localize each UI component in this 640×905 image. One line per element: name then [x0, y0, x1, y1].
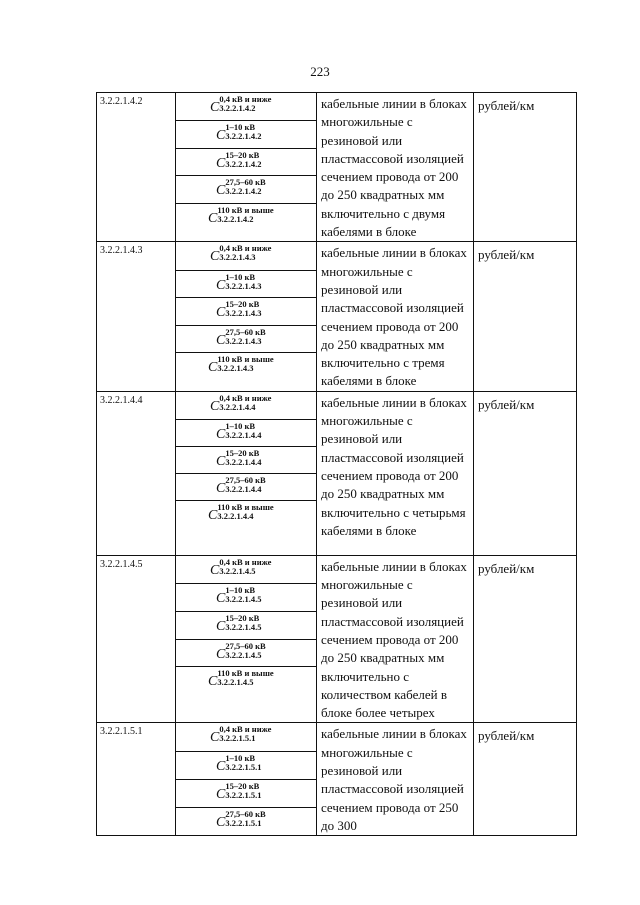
rate-symbol — [176, 242, 316, 264]
item-description: кабельные линии в блоках многожильные с резиновой или пластмассовой изоляцией сечением провода от 200 до 250 квадратных мм включительно с четырьмя кабелями в блоке — [317, 391, 474, 555]
rate-symbol-cell — [176, 723, 317, 752]
rate-symbol — [176, 93, 316, 115]
rate-indices — [219, 95, 271, 112]
rate-symbol-cell — [176, 93, 317, 121]
voltage-class: 1–10 кВ — [225, 585, 256, 596]
rate-symbol-cell — [176, 353, 317, 392]
voltage-class: 1–10 кВ — [225, 420, 256, 431]
rate-symbol — [176, 326, 316, 348]
rate-index: 3.2.2.1.4.2 — [225, 131, 262, 142]
item-code: 3.2.2.1.4.5 — [97, 555, 176, 723]
item-code: 3.2.2.1.4.3 — [97, 242, 176, 391]
item-unit: рублей/км — [474, 555, 577, 723]
item-description: кабельные линии в блоках многожильные с резиновой или пластмассовой изоляцией сечением провода от 200 до 250 квадратных мм включительно с тремя кабелями в блоке — [317, 242, 474, 391]
rate-symbol-cell — [176, 780, 317, 808]
rate-index: 3.2.2.1.4.2 — [225, 186, 262, 197]
rate-index: 3.2.2.1.4.4 — [217, 510, 254, 521]
rate-letter: C — [210, 562, 220, 578]
rate-index: 3.2.2.1.4.4 — [225, 483, 262, 494]
rate-symbol — [176, 420, 316, 442]
rate-index: 3.2.2.1.4.2 — [225, 158, 262, 169]
rate-symbol — [176, 780, 316, 802]
rate-indices — [219, 394, 271, 411]
rate-symbol — [176, 121, 316, 143]
rate-index: 3.2.2.1.4.3 — [225, 308, 262, 319]
rate-symbol-cell — [176, 391, 317, 419]
voltage-class: 27,5–60 кВ — [225, 474, 266, 485]
rate-letter: C — [210, 730, 220, 746]
rate-letter: C — [216, 332, 226, 348]
rate-symbol — [176, 447, 316, 469]
rate-index: 3.2.2.1.4.2 — [219, 103, 256, 113]
voltage-class: 110 кВ и выше — [217, 668, 274, 679]
rate-index: 3.2.2.1.4.3 — [225, 335, 262, 346]
rate-index: 3.2.2.1.4.4 — [225, 456, 262, 467]
rate-symbol — [176, 392, 316, 414]
rate-symbol-cell — [176, 473, 317, 500]
rate-symbol-cell — [176, 584, 317, 612]
rate-index: 3.2.2.1.5.1 — [219, 733, 256, 744]
rate-indices — [225, 810, 265, 827]
rate-index: 3.2.2.1.5.1 — [225, 818, 262, 829]
rate-symbol-cell — [176, 325, 317, 352]
rate-indices — [225, 123, 261, 140]
table-row — [97, 723, 577, 752]
rate-letter: C — [216, 128, 226, 144]
rate-symbol — [176, 271, 316, 293]
voltage-class: 110 кВ и выше — [217, 501, 274, 512]
rate-symbol — [176, 353, 316, 375]
rate-symbol-cell — [176, 203, 317, 242]
item-unit: рублей/км — [474, 391, 577, 555]
rate-letter: C — [216, 759, 226, 775]
voltage-class: 15–20 кВ — [225, 299, 260, 310]
rate-indices — [225, 476, 265, 493]
rate-symbol-cell — [176, 639, 317, 667]
rate-index: 3.2.2.1.4.5 — [217, 677, 254, 688]
voltage-class: 0,4 кВ и ниже — [219, 724, 272, 735]
item-code: 3.2.2.1.4.2 — [97, 93, 176, 242]
rate-symbol-cell — [176, 176, 317, 203]
rate-letter: C — [216, 426, 226, 442]
rate-letter: C — [216, 787, 226, 803]
rate-symbol-cell — [176, 500, 317, 555]
voltage-class: 0,4 кВ и ниже — [219, 392, 272, 403]
rate-letter: C — [216, 155, 226, 171]
voltage-class: 0,4 кВ и ниже — [219, 94, 272, 104]
table-row — [97, 93, 577, 121]
rate-letter: C — [216, 277, 226, 293]
rate-symbol — [176, 667, 316, 689]
rate-index: 3.2.2.1.4.4 — [225, 429, 262, 440]
rate-symbol — [176, 556, 316, 578]
rate-index: 3.2.2.1.5.1 — [225, 790, 262, 801]
rate-indices — [225, 449, 261, 466]
rate-indices — [219, 558, 271, 575]
rate-symbol — [176, 584, 316, 606]
rate-symbol — [176, 298, 316, 320]
rate-symbol-cell — [176, 242, 317, 270]
rate-symbol-cell — [176, 446, 317, 473]
rate-index: 3.2.2.1.4.5 — [225, 594, 262, 605]
rate-symbol — [176, 474, 316, 496]
rate-letter: C — [216, 305, 226, 321]
rates-table-body — [97, 93, 577, 836]
rate-symbol — [176, 204, 316, 226]
rate-symbol — [176, 612, 316, 634]
voltage-class: 0,4 кВ и ниже — [219, 243, 272, 254]
voltage-class: 27,5–60 кВ — [225, 177, 266, 188]
rate-indices — [225, 300, 261, 317]
rate-indices — [217, 503, 273, 520]
rate-letter: C — [210, 398, 220, 414]
item-description: кабельные линии в блоках многожильные с резиновой или пластмассовой изоляцией сечением провода от 200 до 250 квадратных мм включительно с количеством кабелей в блоке более четырех — [317, 555, 474, 723]
rate-index: 3.2.2.1.4.5 — [225, 649, 262, 660]
rate-symbol — [176, 501, 316, 523]
rate-indices — [219, 725, 271, 742]
rate-letter: C — [216, 453, 226, 469]
rate-indices — [217, 355, 273, 372]
rate-letter: C — [208, 507, 218, 523]
item-unit: рублей/км — [474, 93, 577, 242]
rate-index: 3.2.2.1.4.5 — [219, 565, 256, 576]
rate-symbol — [176, 176, 316, 198]
voltage-class: 110 кВ и выше — [217, 354, 274, 365]
voltage-class: 110 кВ и выше — [217, 204, 274, 215]
rate-index: 3.2.2.1.5.1 — [225, 762, 262, 773]
rate-letter: C — [208, 360, 218, 376]
voltage-class: 15–20 кВ — [225, 612, 260, 623]
rate-letter: C — [216, 815, 226, 831]
rate-letter: C — [210, 100, 220, 115]
rates-table — [96, 92, 577, 836]
rate-symbol — [176, 149, 316, 171]
voltage-class: 15–20 кВ — [225, 781, 260, 792]
voltage-class: 15–20 кВ — [225, 447, 260, 458]
rate-symbol-cell — [176, 419, 317, 446]
rate-indices — [225, 422, 261, 439]
rate-indices — [225, 642, 265, 659]
item-code: 3.2.2.1.4.4 — [97, 391, 176, 555]
rate-indices — [225, 614, 261, 631]
item-description: кабельные линии в блоках многожильные с резиновой или пластмассовой изоляцией сечением провода от 250 до 300 — [317, 723, 474, 836]
rate-letter: C — [216, 618, 226, 634]
voltage-class: 1–10 кВ — [225, 271, 256, 282]
voltage-class: 15–20 кВ — [225, 149, 260, 160]
rate-symbol — [176, 640, 316, 662]
rate-index: 3.2.2.1.4.2 — [217, 213, 254, 224]
rate-index: 3.2.2.1.4.4 — [219, 401, 256, 412]
voltage-class: 1–10 кВ — [225, 753, 256, 764]
table-row — [97, 555, 577, 584]
rate-indices — [217, 206, 273, 223]
rate-symbol — [176, 723, 316, 745]
rate-indices — [225, 782, 261, 799]
item-unit: рублей/км — [474, 723, 577, 836]
rate-indices — [217, 669, 273, 686]
rate-indices — [225, 754, 261, 771]
rate-letter: C — [210, 249, 220, 265]
rate-symbol-cell — [176, 555, 317, 584]
rate-letter: C — [216, 646, 226, 662]
rate-index: 3.2.2.1.4.5 — [225, 621, 262, 632]
rate-symbol-cell — [176, 298, 317, 325]
rate-symbol-cell — [176, 121, 317, 148]
rate-letter: C — [208, 674, 218, 690]
page-number: 223 — [310, 64, 330, 79]
rate-indices — [225, 328, 265, 345]
item-code: 3.2.2.1.5.1 — [97, 723, 176, 836]
item-description: кабельные линии в блоках многожильные с резиновой или пластмассовой изоляцией сечением провода от 200 до 250 квадратных мм включительно с двумя кабелями в блоке — [317, 93, 474, 242]
rate-symbol-cell — [176, 752, 317, 780]
rate-symbol-cell — [176, 611, 317, 639]
voltage-class: 0,4 кВ и ниже — [219, 556, 272, 567]
voltage-class: 1–10 кВ — [225, 122, 256, 133]
rate-indices — [225, 151, 261, 168]
rate-indices — [225, 586, 261, 603]
table-row — [97, 391, 577, 419]
rate-index: 3.2.2.1.4.3 — [217, 363, 254, 374]
rate-symbol-cell — [176, 667, 317, 723]
item-unit: рублей/км — [474, 242, 577, 391]
table-row — [97, 242, 577, 270]
rate-symbol-cell — [176, 808, 317, 836]
rate-letter: C — [216, 183, 226, 199]
voltage-class: 27,5–60 кВ — [225, 809, 266, 820]
rate-indices — [225, 178, 265, 195]
rate-letter: C — [216, 480, 226, 496]
rate-symbol-cell — [176, 270, 317, 297]
voltage-class: 27,5–60 кВ — [225, 326, 266, 337]
rate-letter: C — [216, 591, 226, 607]
rate-symbol — [176, 808, 316, 830]
rate-indices — [219, 244, 271, 261]
rate-letter: C — [208, 210, 218, 226]
rate-symbol — [176, 752, 316, 774]
rate-indices — [225, 273, 261, 290]
voltage-class: 27,5–60 кВ — [225, 640, 266, 651]
rate-index: 3.2.2.1.4.3 — [225, 280, 262, 291]
rate-index: 3.2.2.1.4.3 — [219, 252, 256, 263]
rate-symbol-cell — [176, 148, 317, 175]
